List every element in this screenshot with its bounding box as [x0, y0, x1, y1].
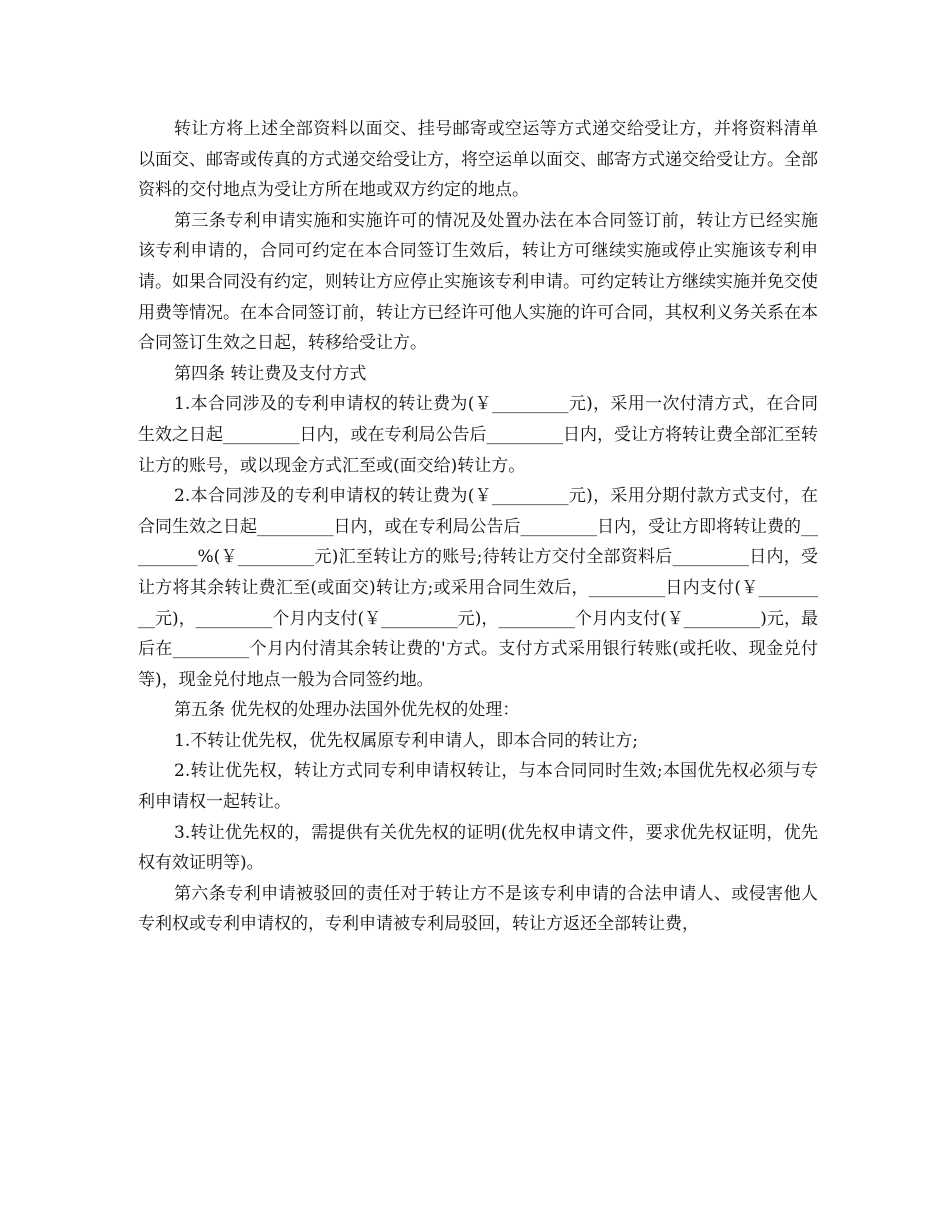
paragraph-article-4-item-1: 1.本合同涉及的专利申请权的转让费为(￥_________元)，采用一次付清方式，在合同生效之日起_________日内，或在专利局公告后_________日内，受让方将转让费全部汇至转让方的账号，或以现金方式汇至或(面交给)转让方。 [138, 394, 818, 476]
heading-article-5: 第五条 优先权的处理办法国外优先权的处理： [174, 700, 520, 721]
paragraph-article-5-item-2: 2.转让优先权，转让方式同专利申请权转让，与本合同同时生效;本国优先权必须与专利申请权一起转让。 [138, 761, 818, 813]
paragraph-article-4-item-2: 2.本合同涉及的专利申请权的转让费为(￥_________元)，采用分期付款方式支付，在合同生效之日起_________日内，或在专利局公告后_________日内，受让方即将转让费的_________%(￥_________元)汇至转让方的账号;待转让方交付全部资料后_________日内，受让方将其余转让费汇至(或面交)转让方;或采用合同生效后，_________日内支付(￥_________元)，_________个月内支付(￥_________元)，_________个月内支付(￥_________)元，最后在_________个月内付清其余转让费的'方式。支付方式采用银行转账(或托收、现金兑付等)，现金兑付地点一般为合同签约地。 [138, 486, 818, 690]
heading-article-4: 第四条 转让费及支付方式 [174, 363, 367, 384]
paragraph-delivery: 转让方将上述全部资料以面交、挂号邮寄或空运等方式递交给受让方，并将资料清单以面交、邮寄或传真的方式递交给受让方，将空运单以面交、邮寄方式递交给受让方。全部资料的交付地点为受让方所在地或双方约定的地点。 [138, 119, 818, 201]
document-page [138, 114, 818, 940]
paragraph-article-3: 第三条专利申请实施和实施许可的情况及处置办法在本合同签订前，转让方已经实施该专利申请的，合同可约定在本合同签订生效后，转让方可继续实施或停止实施该专利申请。如果合同没有约定，则转让方应停止实施该专利申请。可约定转让方继续实施并免交使用费等情况。在本合同签订前，转让方已经许可他人实施的许可合同，其权利义务关系在本合同签订生效之日起，转移给受让方。 [138, 210, 818, 354]
paragraph-article-6: 第六条专利申请被驳回的责任对于转让方不是该专利申请的合法申请人、或侵害他人专利权或专利申请权的，专利申请被专利局驳回，转让方返还全部转让费， [138, 883, 818, 935]
paragraph-article-5-item-3: 3.转让优先权的，需提供有关优先权的证明(优先权申请文件，要求优先权证明，优先权有效证明等)。 [138, 822, 818, 874]
paragraph-article-5-item-1: 1.不转让优先权，优先权属原专利申请人，即本合同的转让方; [174, 730, 638, 751]
